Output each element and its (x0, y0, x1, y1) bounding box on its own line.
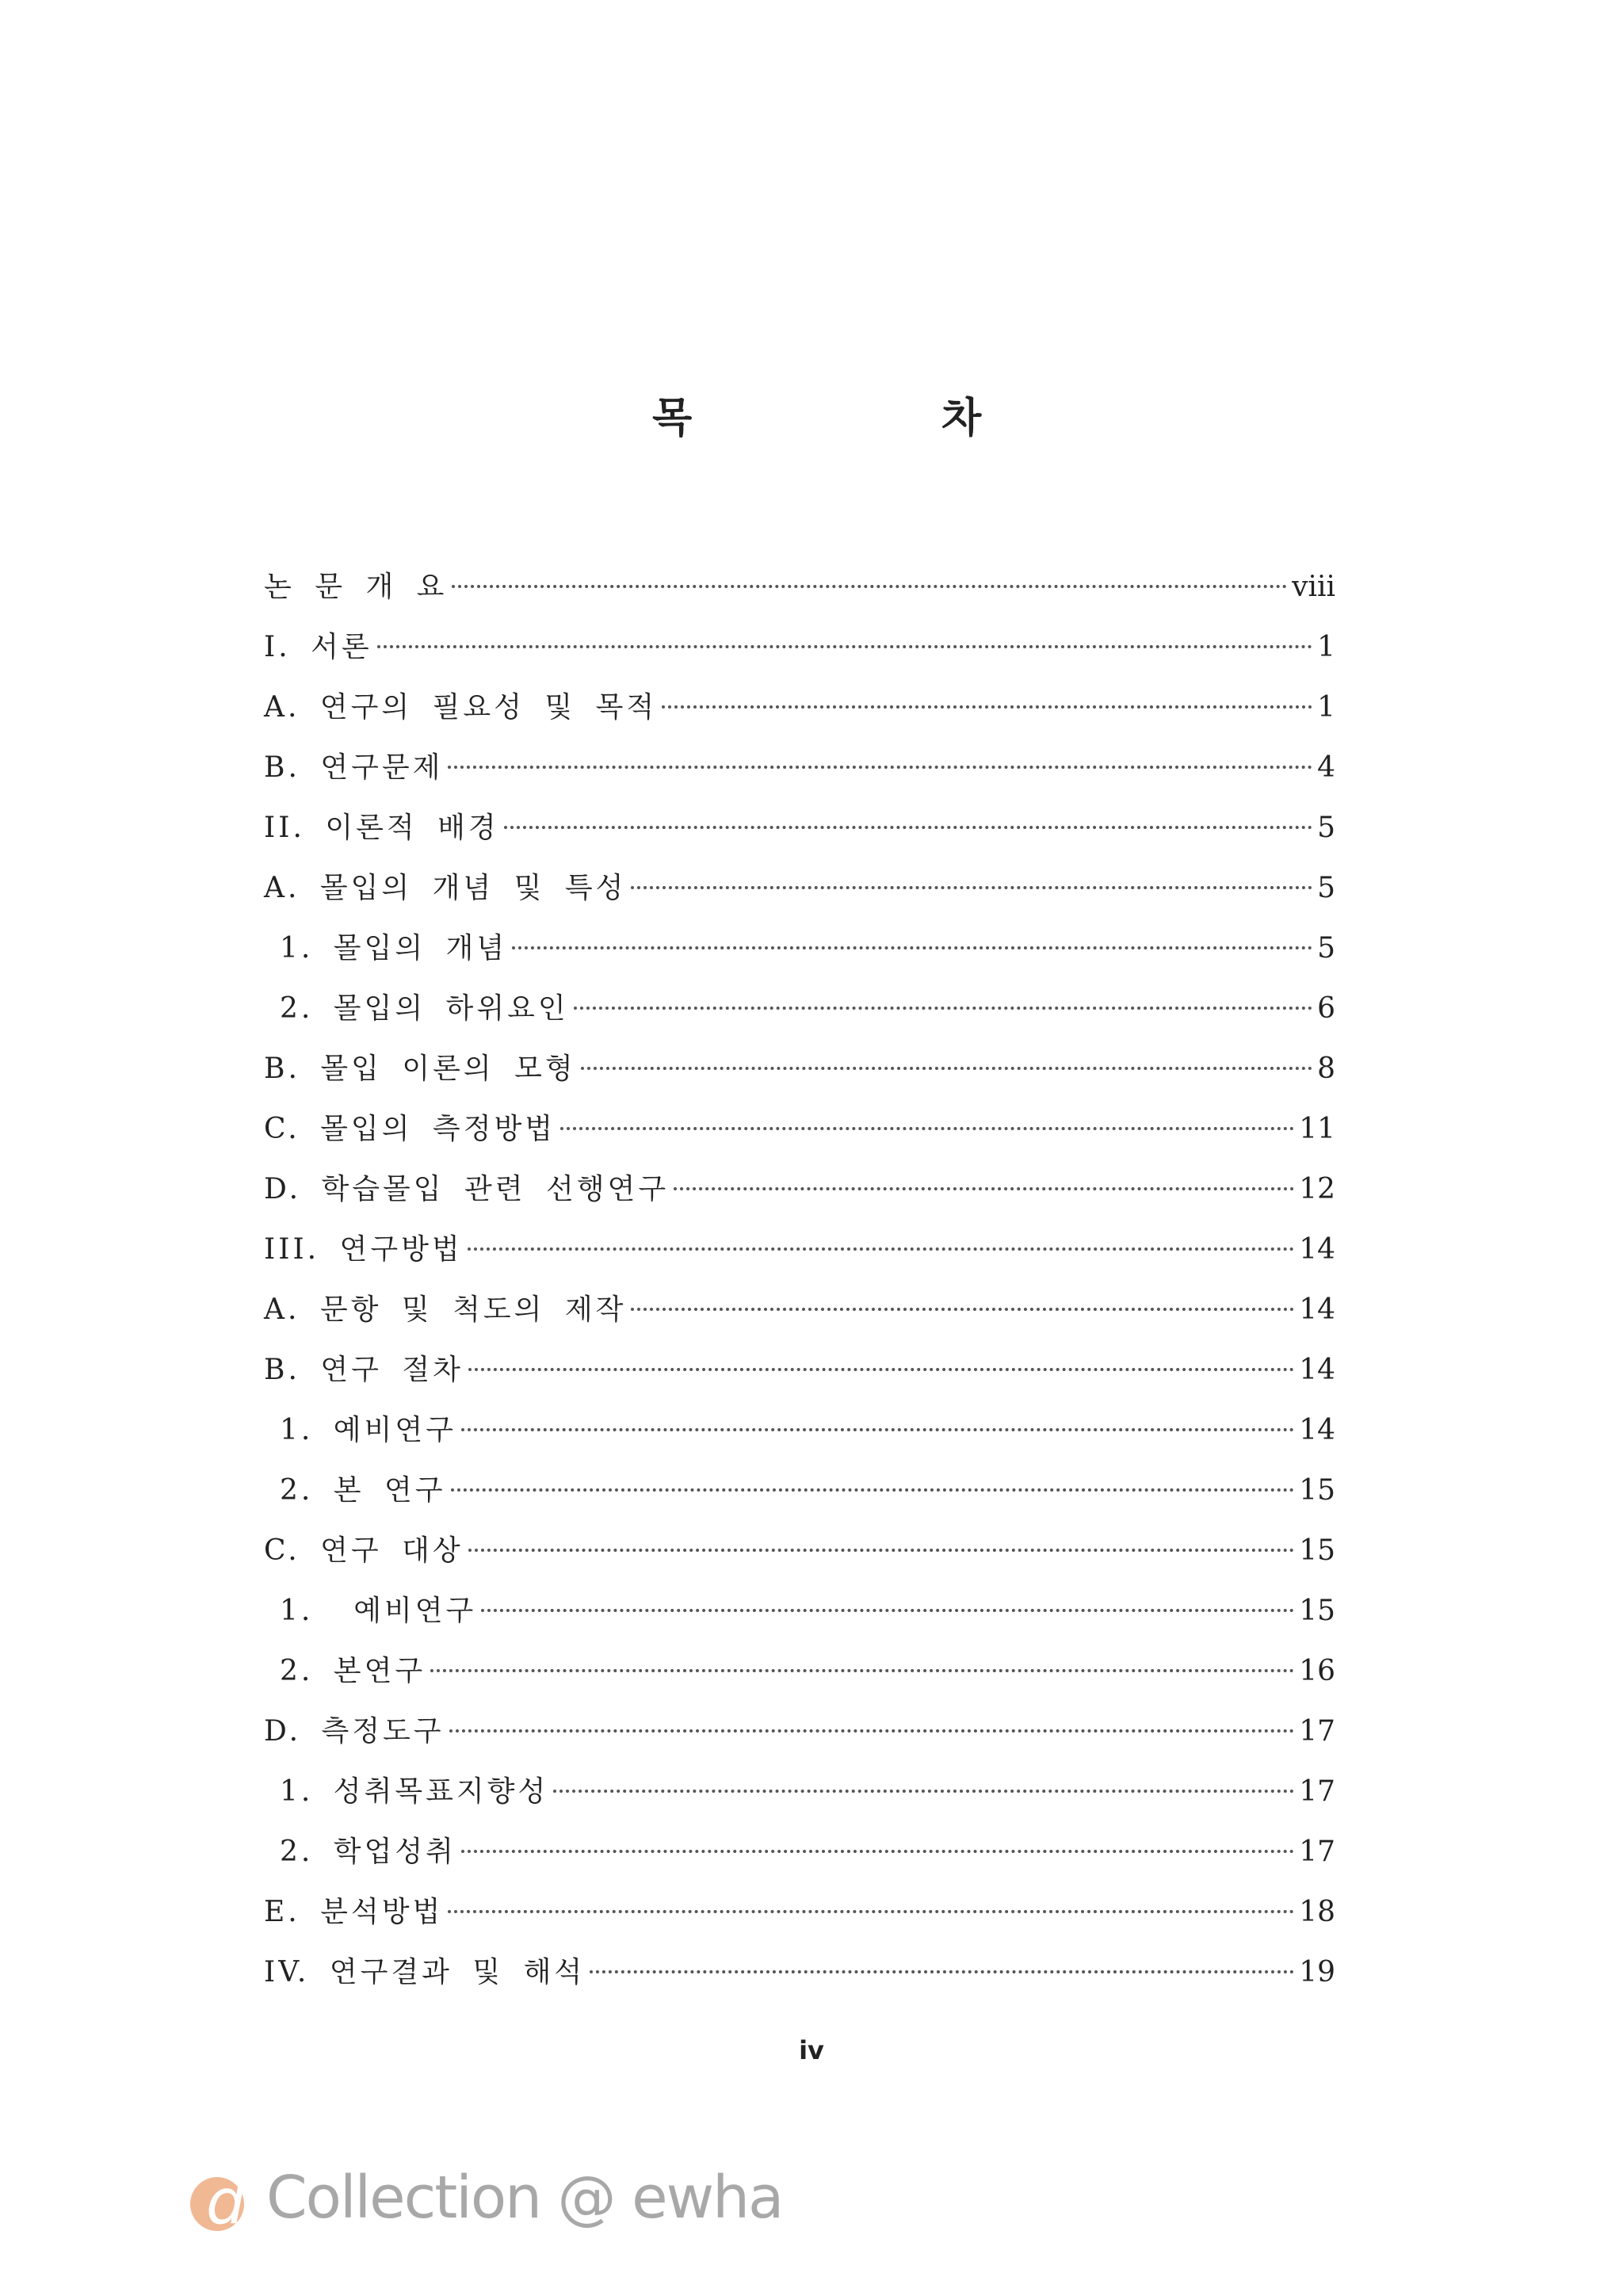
toc-entry-label: 2. 본연구 (280, 1655, 426, 1687)
watermark-text: Collection @ ewha (266, 2164, 783, 2232)
toc-subentry (264, 1581, 1335, 1641)
toc-entry (264, 617, 1335, 678)
toc-entry-page: 4 (1317, 751, 1335, 784)
toc-entry-page: 16 (1299, 1655, 1335, 1687)
toc-leader-dots (481, 1609, 1294, 1612)
toc-leader-dots (581, 1067, 1312, 1070)
toc-entry-label: B. 연구 절차 (264, 1354, 464, 1386)
toc-entry (264, 798, 1335, 858)
toc-entry (264, 1702, 1335, 1762)
table-of-contents (264, 557, 1335, 2003)
toc-leader-dots (461, 1850, 1294, 1853)
toc-leader-dots (560, 1127, 1294, 1130)
toc-subentry (264, 1641, 1335, 1702)
toc-subentry (264, 1461, 1335, 1521)
toc-leader-dots (451, 1488, 1295, 1492)
toc-entry-page: 8 (1317, 1052, 1335, 1085)
toc-entry (264, 1039, 1335, 1099)
toc-leader-dots (461, 1428, 1294, 1431)
toc-leader-dots (448, 1910, 1294, 1913)
toc-leader-dots (468, 1247, 1295, 1251)
toc-leader-dots (504, 826, 1312, 829)
toc-leader-dots (377, 645, 1312, 648)
toc-entry-page: 14 (1299, 1293, 1335, 1326)
toc-entry-page: 5 (1317, 932, 1335, 965)
toc-entry-page: 5 (1317, 812, 1335, 844)
toc-entry-page: 1 (1317, 631, 1335, 663)
toc-entry-label: 2. 몰입의 하위요인 (280, 992, 569, 1025)
toc-entry-page: 15 (1299, 1474, 1335, 1507)
toc-entry-label: D. 학습몰입 관련 선행연구 (264, 1173, 670, 1205)
toc-entry-page: 17 (1299, 1775, 1335, 1808)
toc-entry (264, 1220, 1335, 1280)
toc-leader-dots (430, 1669, 1294, 1672)
toc-entry (264, 858, 1335, 919)
toc-entry-page: 17 (1299, 1715, 1335, 1748)
toc-entry-page: 12 (1299, 1173, 1335, 1205)
toc-entry-page: 11 (1299, 1113, 1335, 1145)
toc-entry (264, 557, 1335, 617)
toc-entry-label: B. 몰입 이론의 모형 (264, 1052, 576, 1085)
toc-leader-dots (512, 946, 1312, 949)
dcollection-watermark (182, 2154, 782, 2241)
toc-leader-dots (674, 1187, 1294, 1190)
page-number: iv (799, 2035, 824, 2065)
toc-title (0, 384, 1623, 456)
toc-leader-dots (468, 1368, 1294, 1371)
toc-entry-label: 1. 예비연구 (280, 1595, 477, 1627)
toc-entry (264, 1882, 1335, 1943)
toc-entry-label: 1. 성취목표지향성 (280, 1775, 549, 1808)
toc-entry (264, 1159, 1335, 1220)
toc-entry-label: B. 연구문제 (264, 751, 444, 784)
toc-leader-dots (631, 886, 1312, 889)
toc-leader-dots (553, 1790, 1294, 1793)
toc-leader-dots (631, 1308, 1294, 1311)
toc-leader-dots (468, 1549, 1294, 1552)
toc-leader-dots (574, 1007, 1312, 1010)
toc-entry (264, 1280, 1335, 1340)
toc-entry (264, 1521, 1335, 1581)
toc-entry (264, 1943, 1335, 2003)
toc-entry-page: viii (1292, 571, 1335, 603)
toc-leader-dots (590, 1970, 1294, 1973)
toc-entry-label: II. 이론적 배경 (264, 812, 499, 844)
toc-entry-label: A. 문항 및 척도의 제작 (264, 1293, 627, 1326)
toc-entry-label: C. 몰입의 측정방법 (264, 1113, 556, 1145)
toc-entry-page: 5 (1317, 872, 1335, 904)
toc-entry (264, 1340, 1335, 1400)
toc-entry-label: 2. 학업성취 (280, 1836, 456, 1868)
toc-leader-dots (448, 766, 1312, 769)
toc-leader-dots (452, 585, 1287, 588)
toc-title-left: 목 (652, 395, 693, 442)
toc-subentry (264, 979, 1335, 1039)
toc-entry-label: IV. 연구결과 및 해석 (264, 1956, 586, 1988)
toc-subentry (264, 1400, 1335, 1461)
toc-entry-page: 15 (1299, 1534, 1335, 1567)
toc-leader-dots (662, 705, 1312, 709)
toc-entry-label: D. 측정도구 (264, 1715, 445, 1748)
svg-text:d: d (206, 2167, 246, 2237)
toc-entry-page: 19 (1299, 1956, 1335, 1988)
toc-entry (264, 738, 1335, 798)
toc-entry-page: 6 (1317, 992, 1335, 1025)
toc-leader-dots (449, 1729, 1295, 1733)
toc-entry-label: I. 서론 (264, 631, 372, 663)
toc-entry-page: 1 (1317, 691, 1335, 724)
toc-title-right: 차 (941, 395, 982, 442)
toc-entry-page: 15 (1299, 1595, 1335, 1627)
toc-entry-page: 18 (1299, 1896, 1335, 1928)
toc-entry-label: C. 연구 대상 (264, 1534, 464, 1567)
toc-entry-page: 14 (1299, 1233, 1335, 1266)
toc-subentry (264, 1762, 1335, 1822)
dcollection-logo-icon (182, 2158, 262, 2237)
toc-entry-label: 1. 몰입의 개념 (280, 932, 508, 965)
toc-entry-label: A. 몰입의 개념 및 특성 (264, 872, 627, 904)
toc-entry-label: III. 연구방법 (264, 1233, 463, 1266)
toc-entry-label: 2. 본 연구 (280, 1474, 446, 1507)
toc-subentry (264, 1822, 1335, 1882)
toc-entry-page: 14 (1299, 1354, 1335, 1386)
toc-entry-label: 1. 예비연구 (280, 1414, 456, 1446)
toc-entry (264, 1099, 1335, 1159)
toc-entry-label: A. 연구의 필요성 및 목적 (264, 691, 658, 724)
toc-entry (264, 678, 1335, 738)
toc-entry-page: 14 (1299, 1414, 1335, 1446)
toc-subentry (264, 919, 1335, 979)
toc-entry-page: 17 (1299, 1836, 1335, 1868)
toc-entry-label: E. 분석방법 (264, 1896, 444, 1928)
toc-entry-label: 논 문 개 요 (264, 571, 448, 603)
